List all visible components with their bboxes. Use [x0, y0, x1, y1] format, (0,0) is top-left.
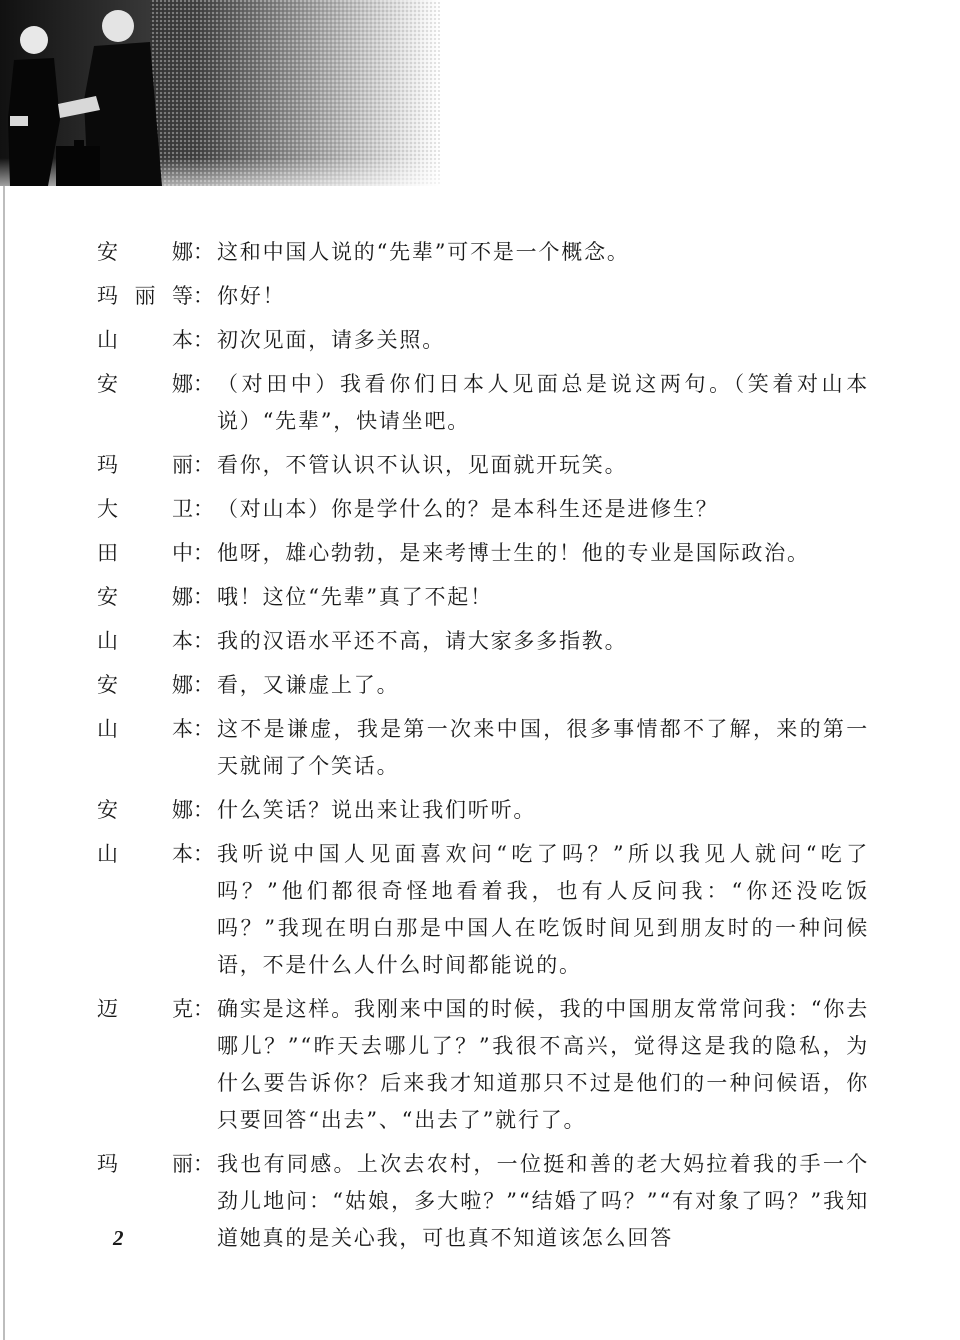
speech-text: 看你，不管认识不认识，见面就开玩笑。	[217, 453, 628, 477]
speaker-colon: ：	[193, 284, 214, 308]
speaker-name: 山 本	[97, 842, 193, 866]
speaker-colon: ：	[193, 629, 214, 653]
speaker-name: 安 娜	[97, 585, 193, 609]
speech-text: 你好！	[217, 284, 286, 308]
speaker-colon: ：	[193, 541, 214, 565]
page-edge	[3, 0, 5, 1340]
speaker-colon: ：	[193, 798, 214, 822]
speaker-colon: ：	[193, 842, 214, 866]
dialogue-line	[97, 366, 877, 440]
speaker-colon: ：	[193, 673, 214, 697]
briefcase	[56, 146, 100, 186]
speech-text: 他呀，雄心勃勃，是来考博士生的！他的专业是国际政治。	[217, 541, 810, 565]
speaker-colon: ：	[193, 328, 214, 352]
speaker-name: 山 本	[97, 629, 193, 653]
speaker-name: 田 中	[97, 541, 193, 565]
dialogue-line	[97, 491, 877, 528]
speaker-colon: ：	[193, 585, 214, 609]
speaker-colon: ：	[193, 717, 214, 741]
dialogue-line	[97, 991, 877, 1139]
dialogue-line	[97, 711, 877, 785]
dialogue-line	[97, 234, 877, 271]
speaker-name: 安 娜	[97, 673, 193, 697]
dialogue-line	[97, 667, 877, 704]
page-number: 2	[113, 1226, 124, 1250]
speaker-name: 玛丽等	[97, 284, 193, 308]
speech-text: （对山本）你是学什么的？是本科生还是进修生？	[217, 497, 719, 521]
dialogue-line	[97, 579, 877, 616]
speaker-name: 安 娜	[97, 372, 193, 396]
dialogue-line	[97, 535, 877, 572]
speech-text: 初次见面，请多关照。	[217, 328, 445, 352]
speaker-name: 大 卫	[97, 497, 193, 521]
speaker-name: 迈 克	[97, 997, 193, 1021]
dialogue-line	[97, 623, 877, 660]
speech-text: 确实是这样。我刚来中国的时候，我的中国朋友常常问我：“你去哪儿？”“昨天去哪儿了？”我很不高兴，觉得这是我的隐私，为什么要告诉你？后来我才知道那只不过是他们的一种问候语，你只要回答“出去”、“出去了”就行了。	[217, 997, 869, 1132]
dialogue-line	[97, 278, 877, 315]
speech-text: （对田中）我看你们日本人见面总是说这两句。（笑着对山本说）“先辈”，快请坐吧。	[217, 372, 869, 433]
speaker-colon: ：	[193, 453, 214, 477]
speech-text: 这不是谦虚，我是第一次来中国，很多事情都不了解，来的第一天就闹了个笑话。	[217, 717, 869, 778]
speaker-colon: ：	[193, 372, 214, 396]
speaker-name: 安 娜	[97, 240, 193, 264]
speaker-name: 玛 丽	[97, 453, 193, 477]
speaker-name: 安 娜	[97, 798, 193, 822]
speech-text: 这和中国人说的“先辈”可不是一个概念。	[217, 240, 630, 264]
dialogue-line	[97, 1146, 877, 1257]
dialogue-text	[97, 234, 877, 1264]
speaker-colon: ：	[193, 997, 214, 1021]
header-photo	[0, 0, 440, 186]
speaker-colon: ：	[193, 497, 214, 521]
speaker-name: 山 本	[97, 717, 193, 741]
dialogue-line	[97, 322, 877, 359]
dialogue-line	[97, 792, 877, 829]
dialogue-line	[97, 447, 877, 484]
speech-text: 看，又谦虚上了。	[217, 673, 400, 697]
speaker-name: 玛 丽	[97, 1152, 193, 1176]
speech-text: 什么笑话？说出来让我们听听。	[217, 798, 537, 822]
speech-text: 哦！这位“先辈”真了不起！	[217, 585, 493, 609]
speaker-name: 山 本	[97, 328, 193, 352]
speaker-colon: ：	[193, 240, 214, 264]
speech-text: 我的汉语水平还不高，请大家多多指教。	[217, 629, 628, 653]
dialogue-line	[97, 836, 877, 984]
speech-text: 我听说中国人见面喜欢问“吃了吗？”所以我见人就问“吃了吗？”他们都很奇怪地看着我，也有人反问我：“你还没吃饭吗？”我现在明白那是中国人在吃饭时间见到朋友时的一种问候语，不是什么人什么时间都能说的。	[217, 842, 869, 977]
speech-text: 我也有同感。上次去农村，一位挺和善的老大妈拉着我的手一个劲儿地问：“姑娘，多大啦？”“结婚了吗？”“有对象了吗？”我知道她真的是关心我，可也真不知道该怎么回答	[217, 1152, 869, 1250]
speaker-colon: ：	[193, 1152, 214, 1176]
